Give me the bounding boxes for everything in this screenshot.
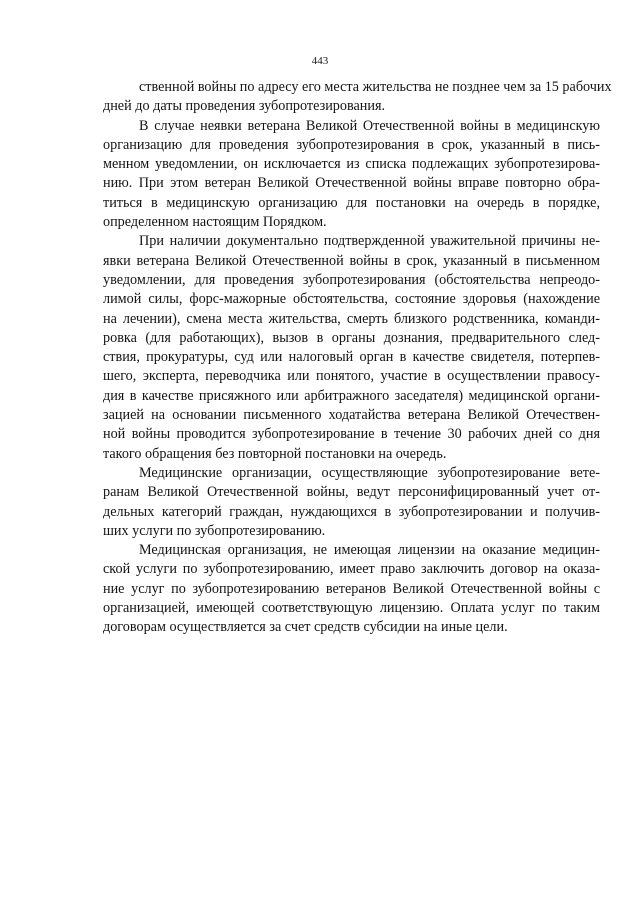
text-line: Медицинские организации, осуществляющие зубопротезирование вете- [139,464,600,481]
text-line: ствия, прокуратуры, суд или налоговый орган в качестве свидетеля, потерпев- [103,349,600,366]
text-line: менном уведомлении, он исключается из списка подлежащих зубопротезирова- [103,156,600,173]
text-line: уведомлении, для проведения зубопротезирования (обстоятельства непреодо- [103,271,600,288]
paragraph [103,464,600,541]
text-line: ранам Великой Отечественной войны, ведут персонифицированный учет от- [103,484,600,501]
text-line: организацию для проведения зубопротезирования в срок, указанный в пись- [103,136,600,153]
text-line: ственной войны по адресу его места жительства не позднее чем за 15 рабочих [139,79,612,95]
paragraph [103,78,612,117]
text-line: дия в качестве присяжного или арбитражного заседателя) медицинской органи- [103,387,600,404]
text-line: зацией на основании письменного ходатайства ветерана Великой Отечествен- [103,407,600,424]
text-line: договорам осуществляется за счет средств субсидии на иные цели. [103,619,508,636]
text-line: Медицинская организация, не имеющая лицензии на оказание медицин- [139,542,600,559]
text-line: нию. При этом ветеран Великой Отечественной войны вправе повторно обра- [103,175,600,192]
text-line: ской услуги по зубопротезированию, имеет право заключить договор на оказа- [103,561,600,578]
document-body [103,78,612,638]
text-line: шего, эксперта, переводчика или понятого, участие в осуществлении правосу- [103,368,600,385]
paragraph [103,117,600,233]
text-line: ших услуги по зубопротезированию. [103,522,326,539]
text-line: При наличии документально подтвержденной уважительной причины не- [139,233,600,250]
text-line: явки ветерана Великой Отечественной войны в срок, указанный в письменном [103,252,600,269]
paragraph [103,232,600,464]
text-line: организацией, имеющей соответствующую лицензию. Оплата услуг по таким [103,600,600,617]
text-line: лимой силы, форс-мажорные обстоятельства, состояние здоровья (нахождение [103,291,600,308]
text-line: дельных категорий граждан, нуждающихся в зубопротезировании и получив- [103,503,600,520]
text-line: В случае неявки ветерана Великой Отечественной войны в медицинскую [139,117,600,134]
text-line: определенном настоящим Порядком. [103,214,327,231]
page-number: 443 [311,55,329,67]
text-line: титься в медицинскую организацию для постановки на очередь в порядке, [103,194,600,211]
paragraph [103,541,600,637]
text-line: ровка (для работающих), вызов в органы дознания, предварительного след- [103,329,600,346]
text-line: такого обращения без повторной постановки на очередь. [103,445,447,462]
text-line: ной войны проводится зубопротезирование в течение 30 рабочих дней со дня [103,426,600,443]
text-line: на лечении), смена места жительства, смерть близкого родственника, команди- [103,310,600,327]
text-line: ние услуг по зубопротезированию ветеранов Великой Отечественной войны с [103,580,600,597]
text-line: дней до даты проведения зубопротезирования. [103,98,386,115]
